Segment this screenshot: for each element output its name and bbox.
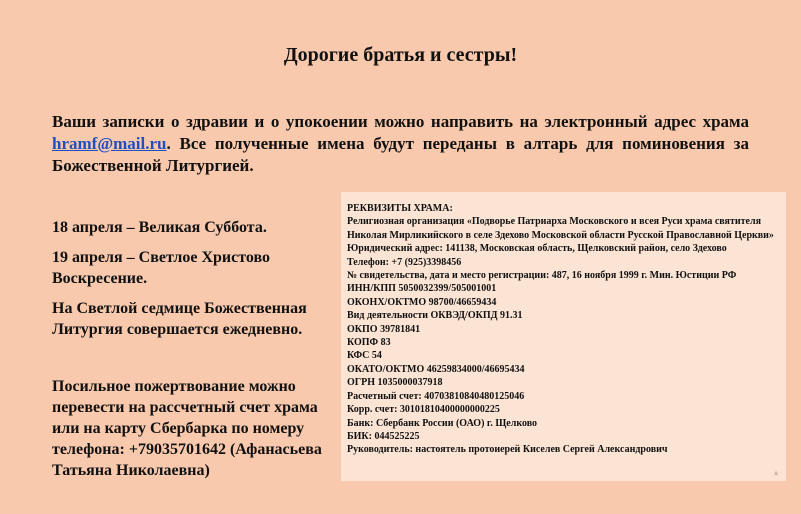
requisites-line: ОКПО 39781841	[347, 323, 421, 335]
requisites-line: КФС 54	[347, 350, 382, 362]
requisites-line: Банк: Сбербанк России (ОАО) г. Щелково	[347, 417, 538, 429]
requisites-line: Корр. счет: 30101810400000000225	[347, 404, 500, 416]
email-link[interactable]: hramf@mail.ru	[52, 134, 167, 153]
requisites-line: ОКАТО/ОКТМО 46259834000/46695434	[347, 363, 525, 375]
donation-text: Посильное пожертвование можно перевести на рассчетный счет храма или на карту Сбербарка по номеру телефона: +79035701642 (Афанасьева Татьяна Николаевна)	[52, 378, 322, 479]
requisites-line: ОКОНХ/ОКТМО 98700/46659434	[347, 296, 497, 308]
requisites-line: Руководитель: настоятель протоиерей Киселев Сергей Александрович	[347, 444, 668, 456]
requisites-line: БИК: 044525225	[347, 430, 420, 442]
requisites-line: № свидетельства, дата и место регистрации: 487, 16 ноября 1999 г. Мин. Юстиции РФ	[347, 270, 737, 282]
intro-text-before: Ваши записки о здравии и о упокоении можно направить на электронный адрес храма	[52, 112, 749, 131]
requisites-line: Юридический адрес: 141138, Московская область, Щелковский район, село Здехово	[347, 243, 727, 255]
requisites-line: ИНН/КПП 5050032399/505001001	[347, 283, 497, 295]
intro-paragraph	[52, 111, 749, 177]
announcement-easter-sunday: 19 апреля – Светлое Христово Воскресение.	[52, 249, 271, 287]
announcement-bright-week: На Светлой седмице Божественная Литургия совершается ежедневно.	[52, 300, 307, 338]
donation-block	[52, 376, 334, 481]
page-title: Дорогие братья и сестры!	[283, 44, 518, 66]
announcement-great-saturday: 18 апреля – Великая Суббота.	[52, 219, 267, 236]
decorative-mark-icon: ▲	[772, 467, 780, 477]
requisites-line: Телефон: +7 (925)3398456	[347, 256, 462, 268]
requisites-line: Вид деятельности ОКВЭД/ОКПД 91.31	[347, 310, 523, 322]
announcements-block	[52, 217, 334, 340]
requisites-line: КОПФ 83	[347, 337, 391, 349]
requisites-line: Религиозная организация «Подворье Патриарха Московского и всея Руси храма святителя Николая Мирликийского в селе Здехово Московской области Русской Православной Церкви»	[347, 216, 774, 241]
intro-text-after: . Все полученные имена будут переданы в алтарь для поминовения за Божественной Литургией.	[52, 134, 749, 175]
requisites-line: ОГРН 1035000037918	[347, 377, 443, 389]
requisites-heading: РЕКВИЗИТЫ ХРАМА:	[347, 203, 453, 214]
requisites-card	[341, 192, 786, 481]
requisites-line: Расчетный счет: 40703810840480125046	[347, 390, 525, 402]
